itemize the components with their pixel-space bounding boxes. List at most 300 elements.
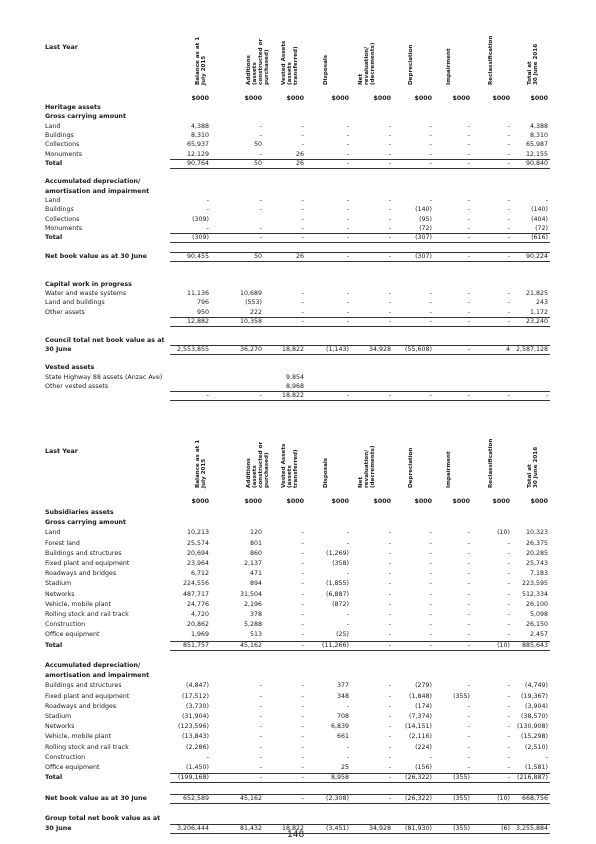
table2-cell: - [467,753,470,761]
table1-rule [170,261,550,262]
table2-cell: - [259,753,262,761]
table2-cell: - [301,743,304,751]
table2-cell: (2,286) [186,743,209,751]
table2-column-header: Net revaluation/ (decrements) [358,445,376,488]
table2-cell: - [507,774,510,782]
table2-cell: (26,322) [405,794,432,802]
table2-cell: - [507,764,510,771]
table2-row-label: Office equipment [45,764,100,771]
table1-cell: - [388,131,391,139]
table2-unit-label: $000 [286,498,304,505]
table2-column-header: Balance as at 1 July 2015 [195,439,207,488]
table1-rule [170,252,550,253]
table1-cell: - [507,197,510,204]
table1-cell: - [301,141,304,149]
table1-unit-label: $000 [331,95,349,102]
table1-cell: - [507,131,510,139]
table2-cell: 378 [249,611,262,618]
table2-cell: 661 [336,733,349,741]
table1-row-label: 30 June [45,345,72,353]
table2-cell: - [388,570,391,578]
table2-cell: 513 [249,631,262,639]
table2-column-header: Total at 30 June 2016 [527,446,539,488]
table2-cell: 10,323 [525,529,548,537]
table2-cell: - [507,753,510,761]
table1-cell: 9,854 [285,373,304,381]
table1-cell: - [346,131,349,139]
table2-row-label: Construction [45,621,86,629]
table1-cell: - [301,206,304,214]
table2-cell: - [507,549,510,557]
table2-cell: (358) [332,560,349,567]
table1-column-header: Disposals [323,54,329,85]
table1-cell: (309) [192,234,209,242]
table1-cell: 26 [295,159,304,167]
table1-column-header: Balance as at 1 July 2015 [195,36,207,85]
table2-rule [170,782,550,783]
table2-cell: - [388,611,391,618]
table2-cell: - [346,621,349,629]
table1-cell: 90,840 [525,159,548,167]
table1-unit-label: $000 [530,95,548,102]
table2-unit-label: $000 [414,498,432,505]
table2-title: Last Year [45,448,78,455]
table1-row-label: Gross carrying amount [45,113,127,121]
table2-cell: 1,969 [190,631,209,639]
table2-row-label: Roadways and bridges [45,570,117,578]
table2-cell: 4,720 [190,611,209,618]
table2-unit-label: $000 [244,498,262,505]
table2-cell: - [301,549,304,557]
table1-cell: - [507,150,510,158]
table1-cell: - [467,345,470,353]
table1-row-label: Other assets [45,308,85,316]
table2-cell: - [507,702,510,710]
table2-cell: 471 [249,570,262,578]
table2-cell: 3,206,444 [176,825,209,833]
table2-cell: - [507,743,510,751]
table1-rule [170,242,550,243]
table2-cell: (174) [415,702,432,710]
table2-cell: - [301,539,304,547]
table2-cell: 2,457 [529,631,548,639]
table2-cell: (38,570) [521,713,548,720]
table2-cell: (6) [501,825,510,833]
table1-cell: - [301,308,304,316]
table2-cell: (1,855) [326,580,349,588]
table1-cell: - [301,197,304,204]
table2-cell: - [259,743,262,751]
table1-cell: - [507,206,510,214]
table2-cell: (355) [453,692,470,700]
table2-cell: - [507,733,510,741]
table2-cell: - [301,529,304,537]
table2-cell: - [259,713,262,720]
table1-cell: - [206,197,209,204]
table1-column-header: Reclassification [488,35,494,85]
table1-cell: (307) [415,234,432,242]
table1-row-label: Total [45,234,63,242]
table1-cell: - [467,159,470,167]
table1-row-label: Vested assets [45,364,95,372]
table2-cell: - [429,621,432,629]
table2-cell: - [259,764,262,771]
table1-cell: - [346,252,349,260]
table2-cell: 668,756 [521,794,548,802]
table1-cell: - [346,317,349,325]
table2-cell: - [467,743,470,751]
table2-cell: - [467,549,470,557]
table1-unit-label: $000 [414,95,432,102]
table2-row-label: Office equipment [45,631,100,639]
table2-cell: - [429,560,432,567]
table2-cell: - [467,641,470,649]
table2-cell: - [388,764,391,771]
table1-cell: - [507,224,510,232]
table2-cell: - [429,570,432,578]
table1-cell: (140) [531,206,548,214]
table1-cell: 10,689 [239,290,262,297]
table1-cell: - [388,392,391,400]
table1-cell: - [467,215,470,223]
table2-cell: 25,743 [525,560,548,567]
table1-rule [170,317,550,318]
table2-cell: - [388,539,391,547]
table2-cell: - [467,631,470,639]
table2-cell: 2,137 [243,560,262,567]
table2-row-label: Total [45,774,63,782]
table2-row-label: Rolling stock and rail track [45,743,129,751]
table2-row-label: 30 June [45,825,72,833]
table1-cell: - [429,197,432,204]
table2-cell: (355) [453,774,470,782]
table2-cell: 120 [249,529,262,537]
table2-cell: - [388,794,391,802]
table1-cell: - [259,224,262,232]
table1-cell: - [301,299,304,307]
table1-cell: 50 [253,141,262,149]
table1-column-header: Depreciation [408,44,414,85]
table2-cell: - [388,692,391,700]
table1-column-header: Total at 30 June 2016 [527,43,539,85]
table2-cell: (11,266) [322,641,349,649]
table2-cell: (3,451) [326,825,349,833]
table1-cell: (95) [419,215,432,223]
table1-cell: 4 [505,345,510,353]
table2-cell: - [346,529,349,537]
table1-cell: - [467,206,470,214]
table2-cell: - [388,713,391,720]
table2-row-label: Vehicle, mobile plant [45,600,111,608]
table2-cell: - [545,753,548,761]
table2-cell: (7,374) [409,713,432,720]
table2-cell: 487,717 [182,590,209,598]
table2-cell: - [507,723,510,731]
table2-row-label: Stadium [45,580,72,588]
table1-cell: - [429,131,432,139]
table1-cell: (72) [535,224,548,232]
table2-cell: 6,839 [330,723,349,731]
table2-cell: - [429,641,432,649]
table2-cell: 224,556 [182,580,209,588]
table2-cell: 26,100 [525,600,548,608]
table2-cell: (26,322) [405,774,432,782]
table2-cell: 18,822 [281,825,304,833]
table2-row-label: Land [45,529,61,537]
table2-cell: - [429,529,432,537]
table1-cell: - [301,290,304,297]
table2-cell: (2,116) [409,733,432,741]
table2-rule [170,833,550,834]
table2-cell: (10) [497,529,510,537]
table1-cell: - [259,197,262,204]
table2-cell: - [429,549,432,557]
table1-cell: (72) [419,224,432,232]
table2-cell: (19,367) [521,692,548,700]
table2-cell: - [346,702,349,710]
table2-cell: - [301,560,304,567]
table1-cell: - [429,317,432,325]
table2-cell: - [467,600,470,608]
table1-cell: 222 [249,308,262,316]
table2-cell: - [346,753,349,761]
table1-cell: - [301,131,304,139]
table1-cell: - [545,392,548,400]
table1-cell: - [346,224,349,232]
table1-title: Last Year [45,44,78,51]
table1-row-label: Buildings [45,206,74,214]
table1-cell: - [346,290,349,297]
table1-unit-label: $000 [286,95,304,102]
table2-column-header: Impairment [446,451,452,488]
table1-cell: - [467,252,470,260]
table1-cell: - [467,308,470,316]
table2-cell: 801 [249,539,262,547]
table2-cell: 512,334 [521,590,548,598]
table2-rule [170,641,550,642]
table2-row-label: amortisation and impairment [45,672,150,680]
table2-cell: - [467,702,470,710]
table1-cell: - [467,141,470,149]
table2-cell: (4,847) [186,682,209,690]
table2-cell: - [388,723,391,731]
table2-cell: - [346,743,349,751]
table1-cell: - [467,317,470,325]
table1-cell: - [346,392,349,400]
table1-cell: - [301,317,304,325]
table2-row-label: Networks [45,723,75,731]
table2-cell: (2,308) [326,794,349,802]
table1-cell: 90,224 [525,252,548,260]
table2-cell: - [507,692,510,700]
table2-cell: 10,213 [186,529,209,537]
table2-row-label: Stadium [45,713,72,720]
table2-row-label: Forest land [45,539,80,547]
table2-cell: 6,712 [190,570,209,578]
table2-cell: 3,255,884 [515,825,548,833]
table2-cell: (14,151) [405,723,432,731]
table1-cell: - [301,122,304,130]
table2-cell: - [467,621,470,629]
table2-cell: - [346,539,349,547]
table1-cell: - [507,215,510,223]
table2-cell: (6,887) [326,590,349,598]
table1-cell: - [507,159,510,167]
table1-cell: - [429,308,432,316]
table2-cell: - [429,590,432,598]
table2-cell: (1,450) [186,764,209,771]
table1-cell: - [467,122,470,130]
table1-cell: - [429,159,432,167]
table1-cell: 950 [196,308,209,316]
table2-cell: - [346,611,349,618]
table2-rule [170,824,550,825]
table2-cell: 45,162 [239,794,262,802]
table2-cell: (2,510) [525,743,548,751]
table2-cell: 652,589 [182,794,209,802]
table2-row-label: Rolling stock and rail track [45,611,129,618]
table1-cell: 2,587,128 [515,345,548,353]
table1-cell: (404) [531,215,548,223]
table2-row-label: Fixed plant and equipment [45,560,130,567]
table2-cell: - [388,753,391,761]
table2-row-label: Networks [45,590,75,598]
table1-row-label: State Highway 88 assets (Anzac Ave) [45,373,163,381]
table1-cell: 8,968 [285,383,304,390]
table2-cell: - [301,580,304,588]
table1-cell: - [259,131,262,139]
table1-rule [170,345,550,346]
table1-row-label: Council total net book value as at [45,336,165,344]
table2-cell: 34,928 [368,825,391,833]
table1-row-label: Collections [45,215,80,223]
table2-cell: - [301,753,304,761]
table1-row-label: Heritage assets [45,104,101,111]
table2-column-header: Reclassification [488,438,494,488]
table1-cell: - [388,215,391,223]
table2-cell: - [388,774,391,782]
table1-cell: - [388,197,391,204]
table1-cell: - [301,215,304,223]
table1-rule [170,400,550,401]
table1-cell: - [388,141,391,149]
table2-cell: - [301,733,304,741]
table1-cell: 12,155 [525,150,548,158]
table1-column-header: Net revaluation/ (decrements) [358,42,376,85]
table1-cell: - [259,150,262,158]
table2-column-header: Disposals [323,457,329,488]
table2-cell: - [467,580,470,588]
table1-cell: - [388,299,391,307]
table1-cell: - [388,308,391,316]
table1-cell: - [346,141,349,149]
table1-cell: - [467,131,470,139]
table2-cell: - [388,529,391,537]
table2-cell: (10) [497,641,510,649]
table2-cell: (224) [415,743,432,751]
table2-cell: - [388,549,391,557]
table2-cell: - [388,631,391,639]
table2-cell: - [301,702,304,710]
table2-cell: - [301,621,304,629]
table2-cell: - [429,539,432,547]
table2-cell: - [346,570,349,578]
table1-cell: - [346,150,349,158]
table2-cell: - [259,682,262,690]
table2-cell: (130,908) [517,723,548,731]
table2-cell: - [507,560,510,567]
table2-rule [170,650,550,651]
table2-cell: 2,196 [243,600,262,608]
table2-unit-label: $000 [191,498,209,505]
table1-cell: (553) [245,299,262,307]
table2-cell: - [301,590,304,598]
table2-cell: (3,730) [186,702,209,710]
table1-cell: - [467,224,470,232]
table2-row-label: Accumulated depreciation/ [45,662,141,669]
table2-cell: - [301,682,304,690]
table2-cell: - [507,611,510,618]
table1-row-label: Land [45,122,61,130]
table1-row-label: Monuments [45,224,83,232]
table2-cell: - [388,621,391,629]
table1-cell: - [301,224,304,232]
table1-cell: - [429,150,432,158]
table1-row-label: Capital work in progress [45,280,132,288]
table2-row-label: Net book value as at 30 June [45,794,147,802]
table1-cell: - [429,392,432,400]
table2-cell: - [388,600,391,608]
table2-cell: - [388,702,391,710]
table2-cell: (15,298) [521,733,548,741]
table1-rule [170,168,550,169]
table1-cell: 50 [253,252,262,260]
table2-cell: - [467,713,470,720]
table2-cell: - [429,631,432,639]
table2-cell: (13,843) [182,733,209,741]
table1-unit-label: $000 [244,95,262,102]
table2-cell: (872) [332,600,349,608]
table2-row-label: Group total net book value as at [45,815,161,822]
table1-cell: - [388,290,391,297]
table1-cell: 50 [253,159,262,167]
table2-cell: - [467,733,470,741]
table1-cell: - [346,122,349,130]
table2-row-label: Gross carrying amount [45,519,127,527]
table2-cell: 708 [336,713,349,720]
table2-column-header: Vested Assets (assets transferred) [281,443,299,488]
table2-cell: 348 [336,692,349,700]
table2-row-label: Total [45,641,63,649]
table2-cell: - [467,560,470,567]
table2-row-label: Subsidiaries assets [45,509,114,516]
table2-unit-label: $000 [530,498,548,505]
table1-cell: - [467,392,470,400]
table2-cell: 7,183 [529,570,548,578]
table1-cell: (55,608) [405,345,432,353]
table2-row-label: Buildings and structures [45,682,122,690]
table2-cell: 24,776 [186,600,209,608]
table2-cell: (216,887) [517,774,548,782]
table1-cell: - [206,224,209,232]
table1-column-header: Additions (assets constructed or purchased) [246,38,270,85]
table2-cell: - [467,682,470,690]
table2-rule [170,794,550,795]
table1-cell: 90,455 [186,252,209,260]
table1-cell: - [346,215,349,223]
table1-cell: 26 [295,252,304,260]
table1-cell: - [206,392,209,400]
